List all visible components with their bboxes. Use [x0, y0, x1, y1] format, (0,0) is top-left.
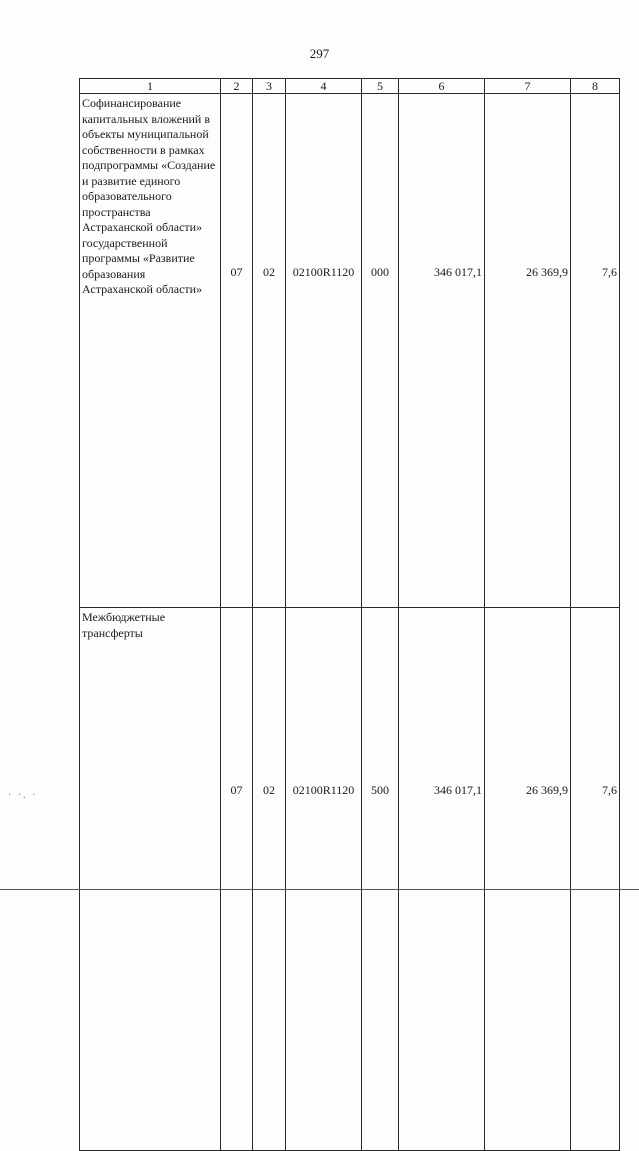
row-target-article: 02100R1120 — [286, 608, 362, 1151]
row-amount-plan: 346 017,1 — [399, 608, 485, 1151]
header-col-4: 4 — [286, 79, 362, 94]
row-subsection-code: 02 — [253, 94, 286, 608]
row-section-code: 07 — [221, 94, 253, 608]
row-expense-type: 500 — [362, 608, 399, 1151]
header-col-2: 2 — [221, 79, 253, 94]
table-row — [80, 608, 620, 1151]
row-amount-plan: 346 017,1 — [399, 94, 485, 608]
row-target-article: 02100R1120 — [286, 94, 362, 608]
header-col-3: 3 — [253, 79, 286, 94]
row-description: Межбюджетные трансферты — [80, 608, 221, 1151]
scan-noise: · ·. · — [8, 790, 38, 801]
row-amount-actual: 26 369,9 — [485, 608, 571, 1151]
page-number: 297 — [309, 46, 330, 61]
header-col-1: 1 — [80, 79, 221, 94]
row-amount-actual: 26 369,9 — [485, 94, 571, 608]
header-col-5: 5 — [362, 79, 399, 94]
header-row — [80, 79, 620, 94]
table-row — [80, 94, 620, 608]
header-col-7: 7 — [485, 79, 571, 94]
header-col-6: 6 — [399, 79, 485, 94]
header-col-8: 8 — [571, 79, 620, 94]
row-percent: 7,6 — [571, 608, 620, 1151]
bottom-rule — [0, 889, 639, 890]
row-subsection-code: 02 — [253, 608, 286, 1151]
row-percent: 7,6 — [571, 94, 620, 608]
budget-table — [79, 78, 620, 1151]
row-section-code: 07 — [221, 608, 253, 1151]
row-expense-type: 000 — [362, 94, 399, 608]
row-description: Софинансирование капитальных вложений в объекты муниципальной собственности в рамках подпрограммы «Создание и развитие единого образовательного пространства Астраханской области» государственной программы «Развитие образования Астраханской области» — [80, 94, 221, 608]
